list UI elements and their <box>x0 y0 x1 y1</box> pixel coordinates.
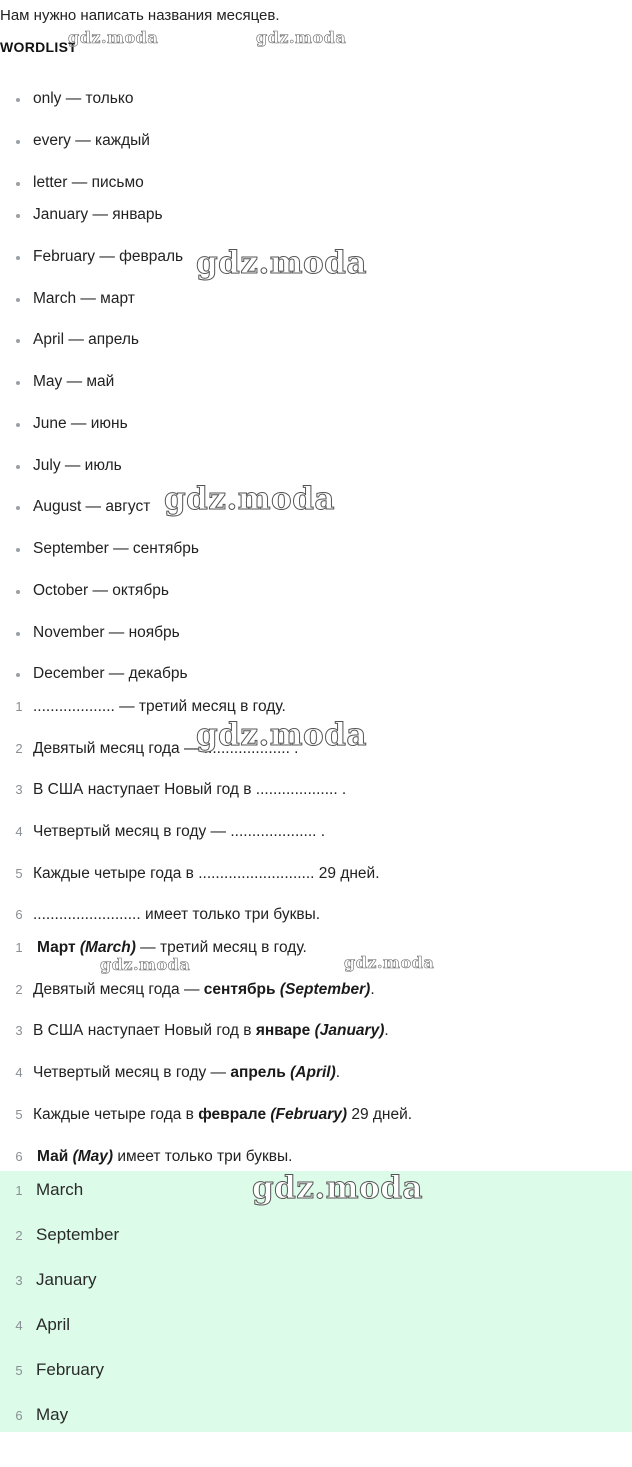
bullet-icon <box>16 381 20 385</box>
bullet-icon <box>16 548 20 552</box>
short-answer-item: 5 February <box>0 1358 632 1382</box>
item-number: 5 <box>15 866 23 881</box>
item-number: 3 <box>15 1273 23 1288</box>
exercise-item: 2 Девятый месяц года — .................... . <box>15 740 299 757</box>
item-number: 1 <box>15 699 23 714</box>
wordlist-heading: WORDLIST <box>0 39 78 55</box>
bullet-icon <box>16 182 20 186</box>
bullet-icon <box>16 590 20 594</box>
bullet-icon <box>16 673 20 677</box>
watermark: gdz.moda <box>68 28 159 47</box>
item-number: 6 <box>15 1408 23 1423</box>
bullet-icon <box>16 98 20 102</box>
answer-item: 5 Каждые четыре года в феврале (February) 29 дней. <box>15 1106 413 1123</box>
short-answer-item: 6 May <box>0 1403 632 1427</box>
bullet-icon <box>16 140 20 144</box>
bullet-icon <box>16 298 20 302</box>
watermark: gdz.moda <box>196 245 367 281</box>
watermark: gdz.moda <box>344 953 435 972</box>
intro-text: Нам нужно написать названия месяцев. <box>0 7 280 24</box>
watermark: gdz.moda <box>256 28 347 47</box>
bullet-icon <box>16 506 20 510</box>
bullet-icon <box>16 465 20 469</box>
item-number: 6 <box>15 1149 23 1164</box>
exercise-item: 6 ......................... имеет только три буквы. <box>15 906 321 923</box>
answer-item: 6 Май (May) имеет только три буквы. <box>15 1148 293 1165</box>
exercise-item: 1 ................... — третий месяц в году. <box>15 698 286 715</box>
item-number: 2 <box>15 741 23 756</box>
answer-item: 1 Март (March) — третий месяц в году. <box>15 939 307 956</box>
item-number: 2 <box>15 982 23 997</box>
item-number: 4 <box>15 824 23 839</box>
item-number: 4 <box>15 1065 23 1080</box>
short-answer-item: 1 March <box>0 1178 632 1202</box>
item-number: 3 <box>15 782 23 797</box>
item-number: 6 <box>15 907 23 922</box>
short-answer-item: 4 April <box>0 1313 632 1337</box>
exercise-item: 3 В США наступает Новый год в ................... . <box>15 781 347 798</box>
short-answer-item: 2 September <box>0 1223 632 1247</box>
item-number: 5 <box>15 1107 23 1122</box>
watermark: gdz.moda <box>252 1170 423 1206</box>
bullet-icon <box>16 632 20 636</box>
item-number: 3 <box>15 1023 23 1038</box>
item-number: 5 <box>15 1363 23 1378</box>
item-number: 1 <box>15 1183 23 1198</box>
watermark: gdz.moda <box>100 955 191 974</box>
short-answers-block <box>0 1171 632 1432</box>
exercise-item: 5 Каждые четыре года в ........................... 29 дней. <box>15 865 380 882</box>
bullet-icon <box>16 339 20 343</box>
bullet-icon <box>16 214 20 218</box>
item-number: 2 <box>15 1228 23 1243</box>
item-number: 4 <box>15 1318 23 1333</box>
bullet-icon <box>16 423 20 427</box>
answer-item: 4 Четвертый месяц в году — апрель (April). <box>15 1064 341 1081</box>
short-answer-item: 3 January <box>0 1268 632 1292</box>
answer-item: 3 В США наступает Новый год в январе (January). <box>15 1022 389 1039</box>
bullet-icon <box>16 256 20 260</box>
exercise-item: 4 Четвертый месяц в году — .................... . <box>15 823 326 840</box>
watermark: gdz.moda <box>196 717 367 753</box>
answer-item: 2 Девятый месяц года — сентябрь (September). <box>15 981 375 998</box>
watermark: gdz.moda <box>164 481 335 517</box>
item-number: 1 <box>15 940 23 955</box>
